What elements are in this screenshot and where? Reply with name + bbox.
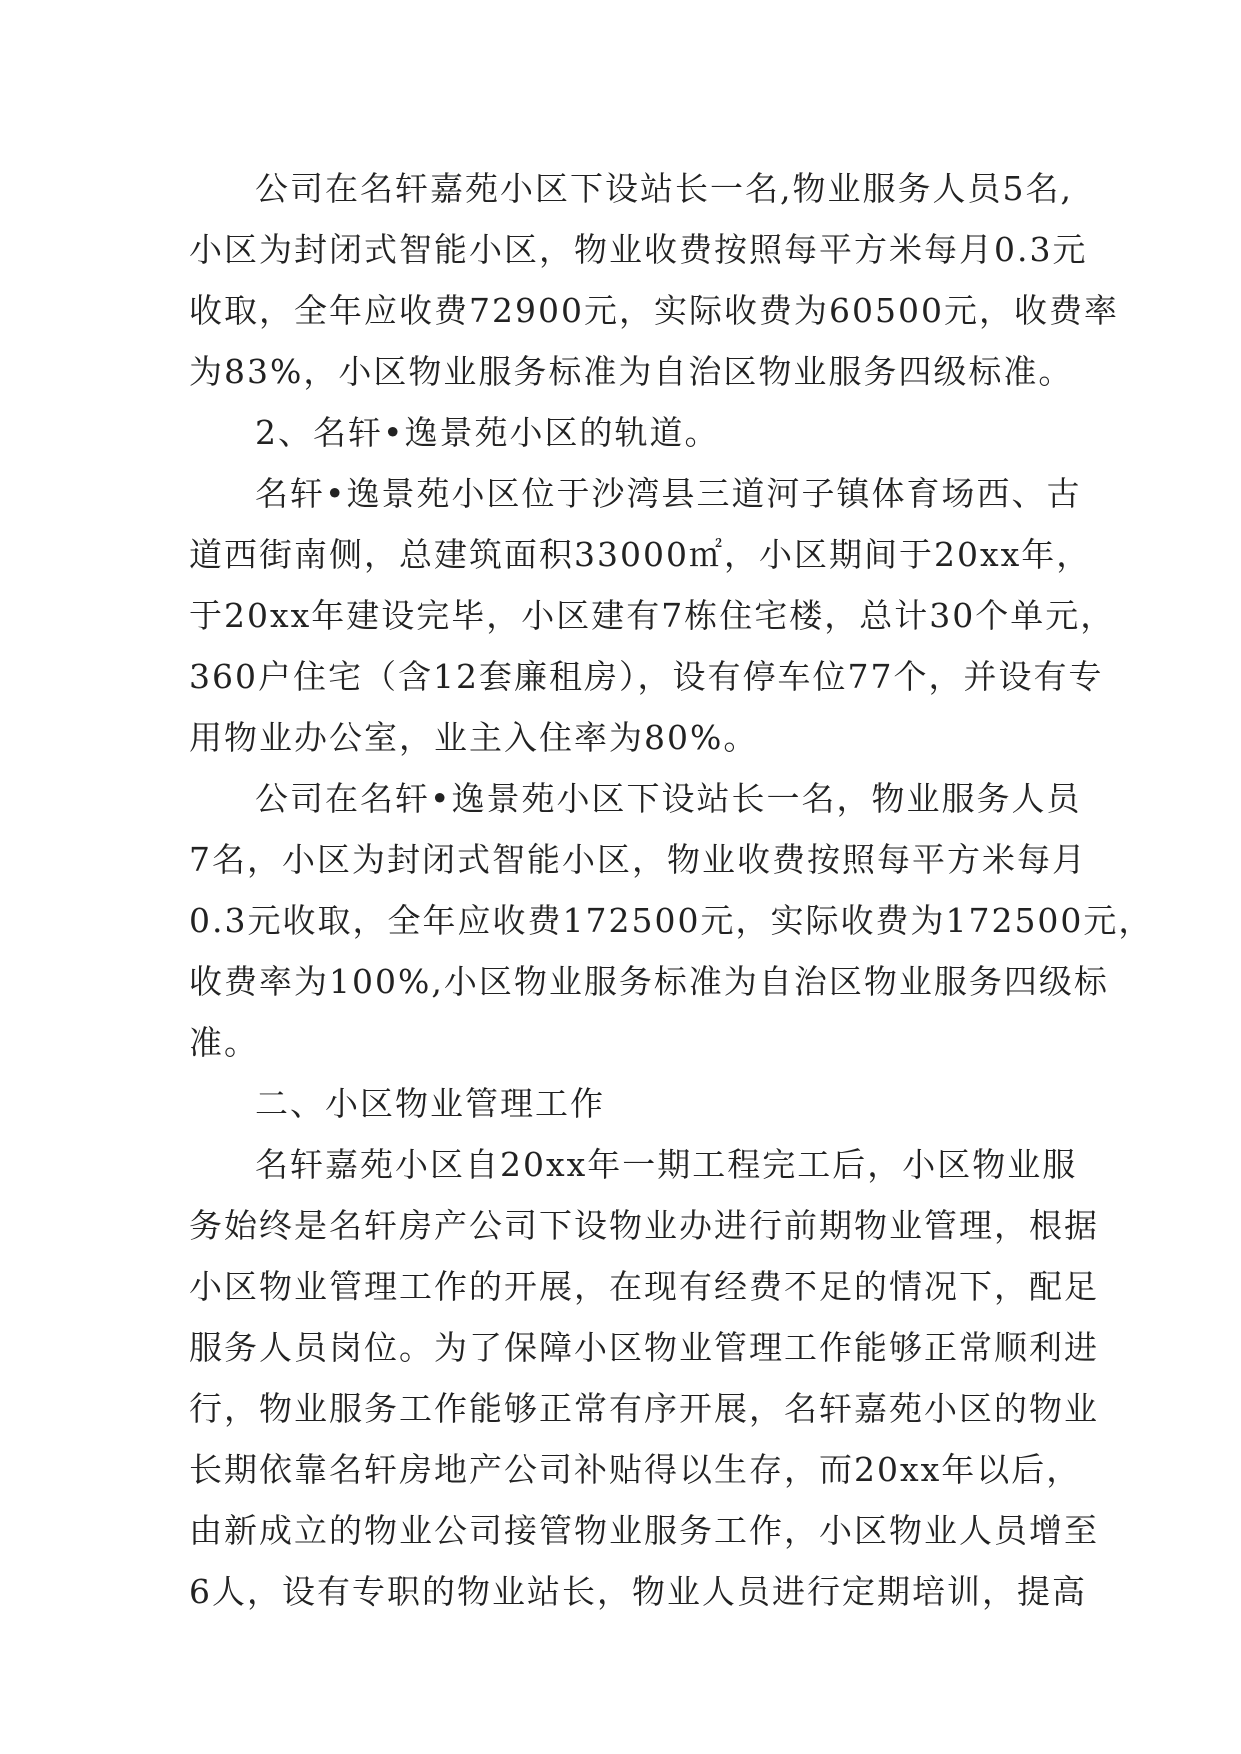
paragraph-line: 道西街南侧，总建筑面积33000㎡，小区期间于20xx年， <box>189 535 1092 574</box>
paragraph-line: 小区物业管理工作的开展，在现有经费不足的情况下，配足 <box>189 1267 1099 1306</box>
document-body <box>189 158 1154 1622</box>
paragraph-line: 收取，全年应收费72900元，实际收费为60500元，收费率 <box>189 291 1119 330</box>
paragraph-line: 由新成立的物业公司接管物业服务工作，小区物业人员增至 <box>189 1511 1099 1550</box>
paragraph-line: 长期依靠名轩房地产公司补贴得以生存，而20xx年以后， <box>189 1450 1082 1489</box>
section-heading: 二、小区物业管理工作 <box>255 1084 605 1123</box>
paragraph-line: 用物业办公室，业主入住率为80%。 <box>189 718 759 757</box>
paragraph-line: 小区为封闭式智能小区，物业收费按照每平方米每月0.3元 <box>189 230 1088 269</box>
paragraph-line: 于20xx年建设完毕，小区建有7栋住宅楼，总计30个单元， <box>189 596 1116 635</box>
paragraph-line: 7名，小区为封闭式智能小区，物业收费按照每平方米每月 <box>189 840 1087 879</box>
paragraph-line: 名轩嘉苑小区自20xx年一期工程完工后，小区物业服 <box>255 1145 1078 1184</box>
paragraph-line: 收费率为100%,小区物业服务标准为自治区物业服务四级标 <box>189 962 1109 1001</box>
paragraph-line: 6人，设有专职的物业站长，物业人员进行定期培训，提高 <box>189 1572 1087 1611</box>
paragraph-line: 准。 <box>189 1023 259 1062</box>
paragraph-line: 务始终是名轩房产公司下设物业办进行前期物业管理，根据 <box>189 1206 1099 1245</box>
paragraph-line: 名轩•逸景苑小区位于沙湾县三道河子镇体育场西、古 <box>255 474 1082 513</box>
paragraph-line: 公司在名轩嘉苑小区下设站长一名,物业服务人员5名, <box>255 169 1073 208</box>
paragraph-line: 360户住宅（含12套廉租房），设有停车位77个，并设有专 <box>189 657 1104 696</box>
paragraph-line: 0.3元收取，全年应收费172500元，实际收费为172500元， <box>189 901 1154 940</box>
paragraph-line: 行，物业服务工作能够正常有序开展，名轩嘉苑小区的物业 <box>189 1389 1099 1428</box>
section-heading: 2、名轩•逸景苑小区的轨道。 <box>255 413 720 452</box>
paragraph-line: 服务人员岗位。为了保障小区物业管理工作能够正常顺利进 <box>189 1328 1099 1367</box>
paragraph-line: 公司在名轩•逸景苑小区下设站长一名，物业服务人员 <box>255 779 1082 818</box>
paragraph-line: 为83%，小区物业服务标准为自治区物业服务四级标准。 <box>189 352 1074 391</box>
